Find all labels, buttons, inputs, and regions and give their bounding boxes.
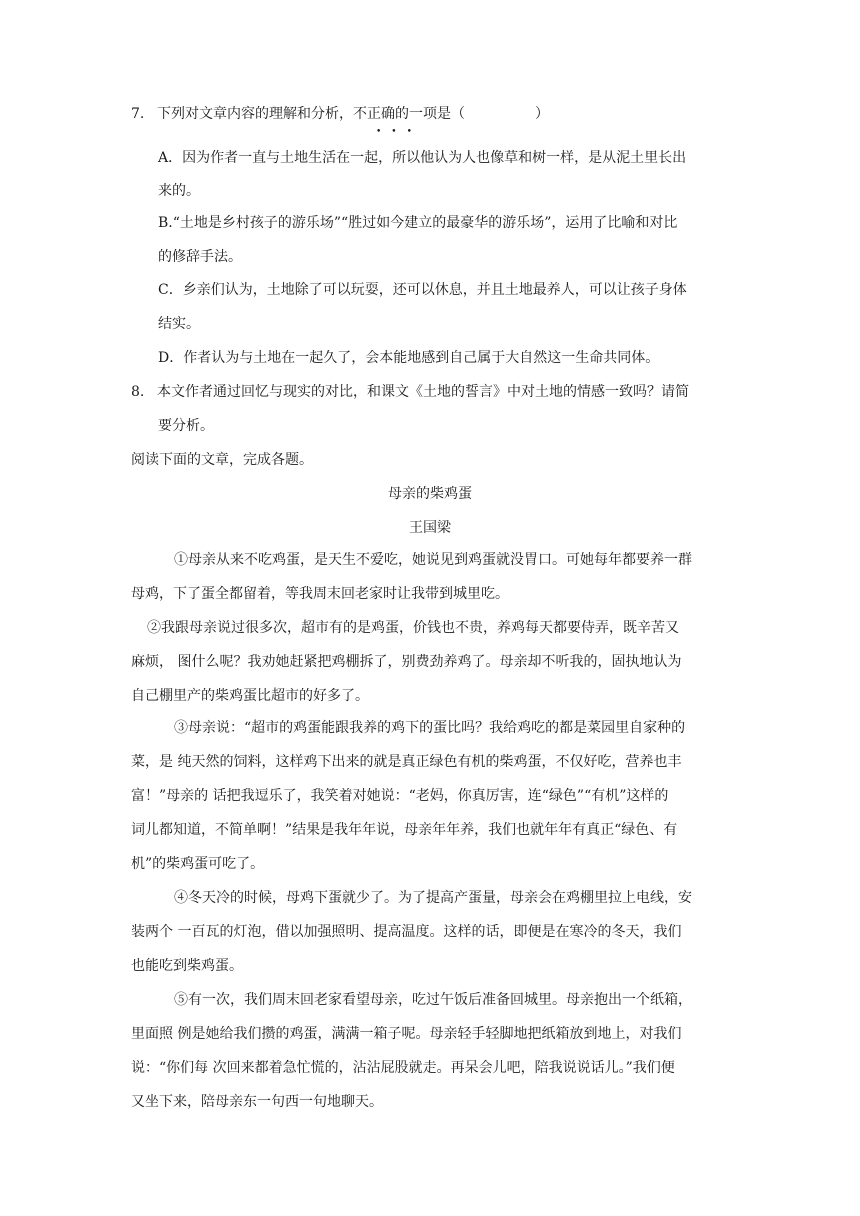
para-2-line3: 自己棚里产的柴鸡蛋比超市的好多了。 xyxy=(131,688,369,704)
para-1-line1: ①母亲从来不吃鸡蛋，是天生不爱吃，她说见到鸡蛋就没胃口。可她每年都要养一群 xyxy=(174,552,692,568)
para-4-line3: 也能吃到柴鸡蛋。 xyxy=(131,958,243,974)
para-2-line1: ②我跟母亲说过很多次，超市有的是鸡蛋，价钱也不贵，养鸡每天都要侍弄，既辛苦又 xyxy=(147,620,679,636)
option-b-line1: B.“土地是乡村孩子的游乐场”“胜过如今建立的最豪华的游乐场”，运用了比喻和对比 xyxy=(158,215,678,231)
stem-emphasis: 不正确 xyxy=(353,106,395,122)
question-number: 7. xyxy=(131,106,145,122)
para-3-line5: 机”的柴鸡蛋可吃了。 xyxy=(131,856,265,872)
question-7-stem xyxy=(131,104,549,124)
para-4-line2: 装两个 一百瓦的灯泡，借以加强照明、提高温度。这样的话，即便是在寒冷的冬天，我们 xyxy=(131,924,682,940)
option-c-line2: 结实。 xyxy=(158,316,200,332)
para-3-line2: 菜，是 纯天然的饲料，这样鸡下出来的就是真正绿色有机的柴鸡蛋，不仅好吃，营养也丰 xyxy=(131,754,682,770)
para-3-line3: 富！”母亲的 话把我逗乐了，我笑着对她说：“老妈，你真厉害，连“绿色”“有机”这样的 xyxy=(131,788,669,804)
question-number: 8. xyxy=(131,384,145,400)
reading-instruction: 阅读下面的文章，完成各题。 xyxy=(131,452,313,468)
para-3-line4: 词儿都知道，不简单啊！”结果是我年年说，母亲年年养，我们也就年年有真正“绿色、有 xyxy=(131,822,678,838)
question-8-line1 xyxy=(131,382,689,402)
stem-text: 下列对文章内容的理解和分析， xyxy=(157,106,353,122)
option-b-line2: 的修辞手法。 xyxy=(158,249,242,265)
para-5-line2: 里面照 例是她给我们攒的鸡蛋，满满一箱子呢。母亲轻手轻脚地把纸箱放到地上，对我们 xyxy=(131,1026,682,1042)
para-5-line4: 又坐下来，陪母亲东一句西一句地聊天。 xyxy=(131,1094,383,1110)
question-8-text: 本文作者通过回忆与现实的对比，和课文《土地的誓言》中对土地的情感一致吗？请简 xyxy=(157,384,689,400)
option-c-line1: C．乡亲们认为，土地除了可以玩耍，还可以休息，并且土地最养人，可以让孩子身体 xyxy=(158,282,687,298)
article-title: 母亲的柴鸡蛋 xyxy=(388,486,472,502)
para-1-line2: 母鸡，下了蛋全都留着，等我周末回老家时让我带到城里吃。 xyxy=(131,586,509,602)
para-5-line1: ⑤有一次，我们周末回老家看望母亲，吃过午饭后准备回城里。母亲抱出一个纸箱， xyxy=(174,992,692,1008)
option-a-line2: 来的。 xyxy=(158,183,200,199)
para-3-line1: ③母亲说：“超市的鸡蛋能跟我养的鸡下的蛋比吗？我给鸡吃的都是菜园里自家种的 xyxy=(174,720,686,736)
emphasis-dots: ••• xyxy=(376,127,422,137)
stem-close: ） xyxy=(535,106,549,122)
option-d-line1: D．作者认为与土地在一起久了，会本能地感到自己属于大自然这一生命共同体。 xyxy=(158,350,660,366)
article-author: 王国梁 xyxy=(409,520,451,536)
para-2-line2: 麻烦， 图什么呢？我劝她赶紧把鸡棚拆了，别费劲养鸡了。母亲却不听我的，固执地认为 xyxy=(131,654,682,670)
para-5-line3: 说：“你们每 次回来都着急忙慌的，沾沾屁股就走。再呆会儿吧，陪我说说话儿。”我们便 xyxy=(131,1060,675,1076)
stem-text-after: 的一项是（ xyxy=(395,106,465,122)
para-4-line1: ④冬天冷的时候，母鸡下蛋就少了。为了提高产蛋量，母亲会在鸡棚里拉上电线，安 xyxy=(174,890,692,906)
option-a-line1: A．因为作者一直与土地生活在一起，所以他认为人也像草和树一样，是从泥土里长出 xyxy=(158,150,687,166)
question-8-line2: 要分析。 xyxy=(158,418,214,434)
